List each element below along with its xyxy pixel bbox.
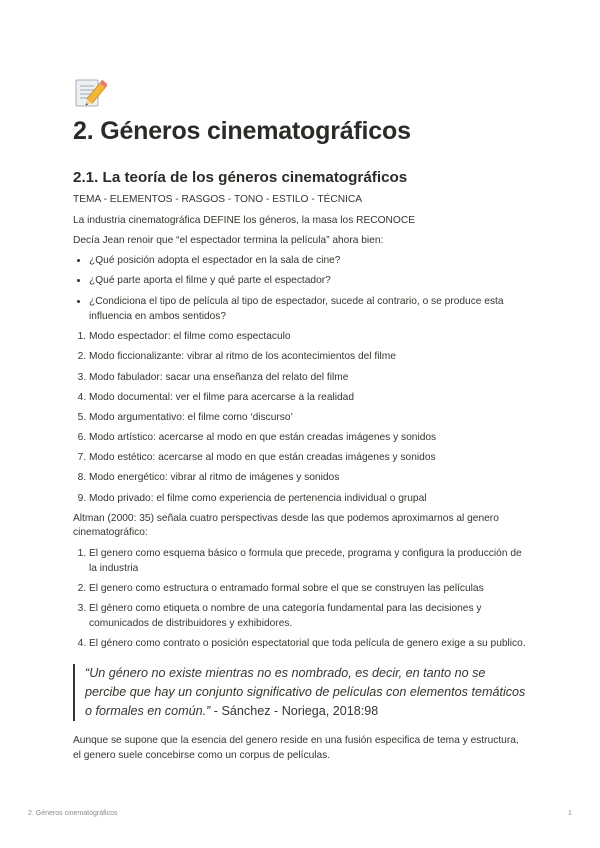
memo-pencil-icon: [73, 76, 107, 110]
list-item: 3. Modo fabulador: sacar una enseñanza del relato del filme: [89, 371, 528, 386]
list-item: • ¿Qué parte aporta el filme y qué parte el espectador?: [89, 274, 528, 289]
list-item: 9. Modo privado: el filme como experiencia de pertenencia individual o grupal: [89, 492, 528, 507]
renoir-line: Decía Jean renoir que “el espectador termina la película” ahora bien:: [73, 235, 384, 247]
list-item: 5. Modo argumentativo: el filme como ‘discurso’: [89, 411, 528, 426]
list-item: • ¿Condiciona el tipo de película al tipo de espectador, sucede al contrario, o se produce esta influencia en ambos sentidos?: [89, 295, 528, 324]
list-item: 1. Modo espectador: el filme como espectaculo: [89, 330, 528, 345]
document-page: [73, 76, 528, 763]
altman-paragraph: Altman (2000: 35) señala cuatro perspectivas desde las que podemos aproximarnos al genero cinematográfico:: [73, 512, 499, 539]
list-item: 2. El genero como estructura o entramado formal sobre el que se construyen las películas: [89, 582, 528, 597]
questions-list: [73, 254, 528, 324]
list-item: • ¿Qué posición adopta el espectador en la sala de cine?: [89, 254, 528, 269]
tags-line: TEMA - ELEMENTOS - RASGOS - TONO - ESTILO - TÉCNICA: [73, 194, 363, 205]
list-item: 8. Modo energético: vibrar al ritmo de imágenes y sonidos: [89, 471, 528, 486]
list-item: 4. El género como contrato o posición espectatorial que toda película de genero exige a su publico.: [89, 637, 528, 652]
final-paragraph: Aunque se supone que la esencia del genero reside en una fusión especifica de tema y estructura, el genero suele concebirse como un corpus de películas.: [73, 734, 519, 761]
page-title: 2. Géneros cinematográficos: [73, 117, 411, 145]
footer-page-number: 1: [568, 810, 572, 817]
list-item: 3. El género como etiqueta o nombre de una categoría fundamental para las decisiones y comunicados de distribuidores y exhibidores.: [89, 602, 528, 631]
industry-line: La industria cinematográfica DEFINE los géneros, la masa los RECONOCE: [73, 214, 415, 226]
modes-list: [73, 330, 528, 506]
quote-block: [73, 664, 528, 721]
list-item: 1. El genero como esquema básico o formula que precede, programa y configura la producción de la industria: [89, 547, 528, 576]
quote-text: “Un género no existe mientras no es nombrado, es decir, en tanto no se percibe que hay un conjunto significativo de películas con elementos temáticos o formales en común.”: [85, 665, 526, 718]
list-item: 2. Modo ficcionalizante: vibrar al ritmo de los acontecimientos del filme: [89, 350, 528, 365]
perspectives-list: [73, 547, 528, 652]
section-heading: 2.1. La teoría de los géneros cinematográficos: [73, 169, 408, 186]
list-item: 4. Modo documental: ver el filme para acercarse a la realidad: [89, 391, 528, 406]
list-item: 6. Modo artístico: acercarse al modo en que están creadas imágenes y sonidos: [89, 431, 528, 446]
list-item: 7. Modo estético: acercarse al modo en que están creadas imágenes y sonidos: [89, 451, 528, 466]
quote-attribution: - Sánchez - Noriega, 2018:98: [210, 703, 379, 718]
footer-title: 2. Géneros cinematográficos: [28, 810, 118, 817]
